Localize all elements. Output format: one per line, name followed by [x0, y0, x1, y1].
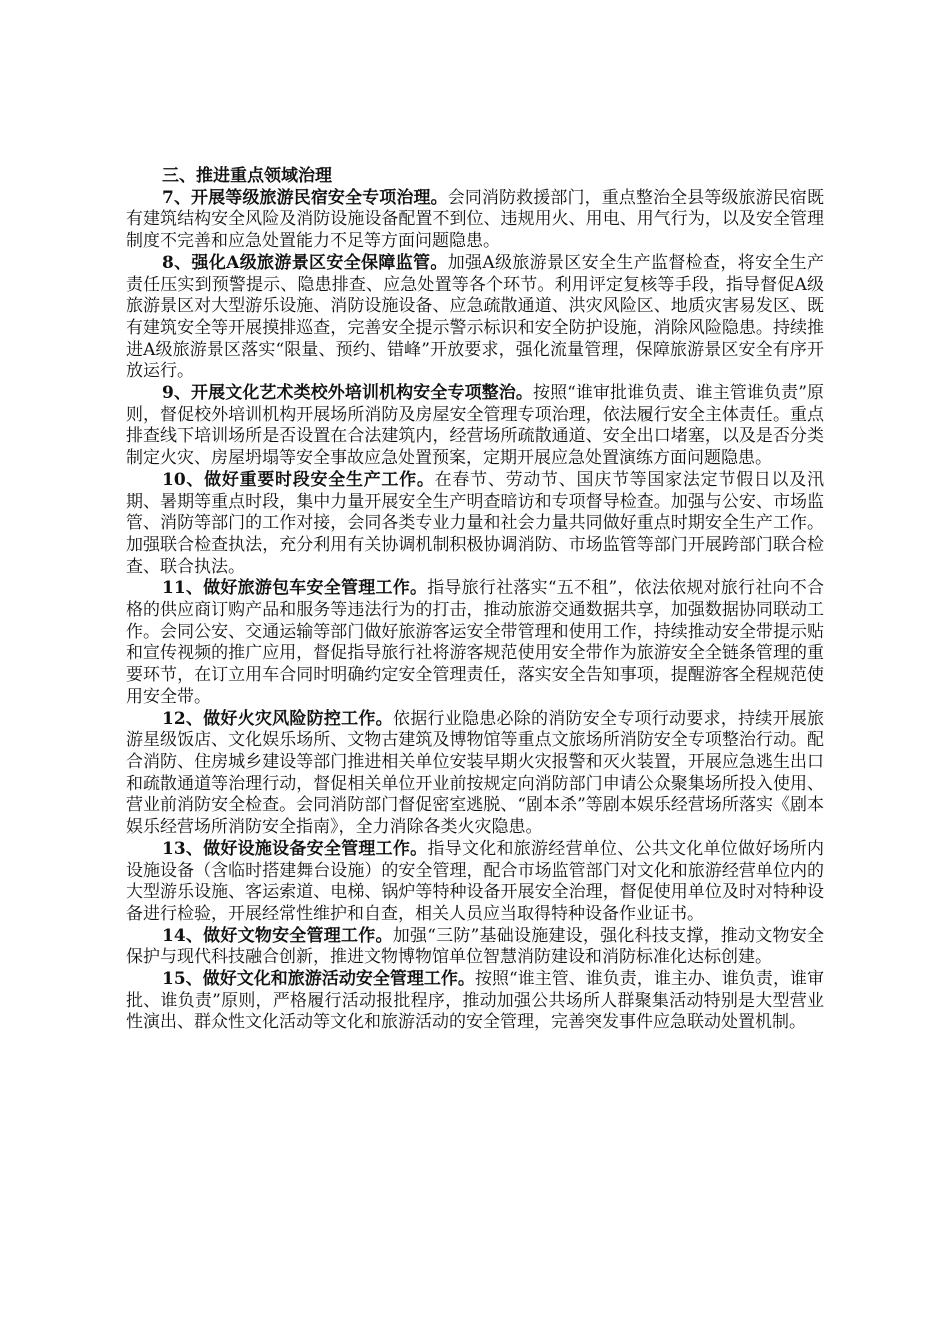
- paragraph-lead: 13、做好设施设备安全管理工作。: [162, 838, 428, 859]
- paragraph-item-13: [126, 839, 824, 926]
- paragraph-lead: 10、做好重要时段安全生产工作。: [162, 469, 435, 490]
- paragraph-body: 在春节、劳动节、国庆节等国家法定节假日以及汛期、暑期等重点时段，集中力量开展安全生产明查暗访和专项督导检查。加强与公安、市场监管、消防等部门的工作对接，会同各类专业力量和社会力量共同做好重点时期安全生产工作。加强联合检查执法，充分利用有关协调机制积极协调消防、市场监管等部门开展跨部门联合检查、联合执法。: [126, 469, 824, 577]
- paragraph-lead: 15、做好文化和旅游活动安全管理工作。: [162, 969, 475, 990]
- paragraph-item-12: [126, 709, 824, 839]
- paragraph-item-10: [126, 470, 824, 579]
- paragraph-item-11: [126, 578, 824, 708]
- paragraph-body: 会同消防救援部门，重点整治全县等级旅游民宿既有建筑结构安全风险及消防设施设备配置不到位、违规用火、用电、用气行为，以及安全管理制度不完善和应急处置能力不足等方面问题隐患。: [126, 187, 825, 252]
- paragraph-body: 加强A级旅游景区安全生产监督检查，将安全生产责任压实到预警提示、隐患排查、应急处置等各个环节。利用评定复核等手段，指导督促A级旅游景区对大型游乐设施、消防设施设备、应急疏散通道、洪灾风险区、地质灾害易发区、既有建筑安全等开展摸排巡查，完善安全提示警示标识和安全防护设施，消除风险隐患。持续推进A级旅游景区落实“限量、预约、错峰”开放要求，强化流量管理，保障旅游景区安全有序开放运行。: [126, 252, 824, 382]
- document-body: [126, 166, 824, 1034]
- paragraph-lead: 7、开展等级旅游民宿安全专项治理。: [162, 187, 448, 208]
- paragraph-item-15: [126, 969, 824, 1034]
- paragraph-lead: 8、强化A级旅游景区安全保障监管。: [162, 252, 448, 273]
- paragraph-lead: 11、做好旅游包车安全管理工作。: [162, 578, 428, 599]
- paragraph-lead: 12、做好火灾风险防控工作。: [162, 708, 393, 729]
- paragraph-item-8: [126, 253, 824, 383]
- paragraph-body: 按照“谁审批谁负责、谁主管谁负责”原则，督促校外培训机构开展场所消防及房屋安全管理专项治理，依法履行安全主体责任。重点排查线下培训场所是否设置在合法建筑内，经营场所疏散通道、安全出口堵塞，以及是否分类制定火灾、房屋坍塌等安全事故应急处置预案，定期开展应急处置演练方面问题隐患。: [126, 383, 824, 469]
- paragraph-item-7: [126, 188, 824, 253]
- paragraph-item-9: [126, 383, 824, 470]
- paragraph-lead: 9、开展文化艺术类校外培训机构安全专项整治。: [162, 383, 533, 404]
- section-heading: 三、推进重点领域治理: [162, 166, 332, 186]
- paragraph-body: 加强“三防”基础设施建设，强化科技支撑，推动文物安全保护与现代科技融合创新，推进文物博物馆单位智慧消防建设和消防标准化达标创建。: [126, 925, 824, 968]
- paragraph-item-14: [126, 926, 824, 969]
- paragraph-body: 指导文化和旅游经营单位、公共文化单位做好场所内设施设备（含临时搭建舞台设施）的安全管理，配合市场监管部门对文化和旅游经营单位内的大型游乐设施、客运索道、电梯、锅炉等特种设备开展安全治理，督促使用单位及时对特种设备进行检验，开展经常性维护和自查，相关人员应当取得特种设备作业证书。: [126, 838, 824, 924]
- paragraph-lead: 14、做好文物安全管理工作。: [162, 925, 393, 946]
- paragraph-body: 依据行业隐患必除的消防安全专项行动要求，持续开展旅游星级饭店、文化娱乐场所、文物古建筑及博物馆等重点文旅场所消防安全专项整治行动。配合消防、住房城乡建设等部门推进相关单位安装早期火灾报警和灭火装置，开展应急逃生出口和疏散通道等治理行动，督促相关单位开业前按规定向消防部门申请公众聚集场所投入使用、营业前消防安全检查。会同消防部门督促密室逃脱、“剧本杀”等剧本娱乐经营场所落实《剧本娱乐经营场所消防安全指南》，全力消除各类火灾隐患。: [126, 708, 824, 838]
- paragraph-body: 按照“谁主管、谁负责，谁主办、谁负责，谁审批、谁负责”原则，严格履行活动报批程序，推动加强公共场所人群聚集活动特别是大型营业性演出、群众性文化活动等文化和旅游活动的安全管理，完善突发事件应急联动处置机制。: [126, 969, 824, 1033]
- paragraph-body: 指导旅行社落实“五不租”，依法依规对旅行社向不合格的供应商订购产品和服务等违法行为的打击，推动旅游交通数据共享，加强数据协同联动工作。会同公安、交通运输等部门做好旅游客运安全带管理和使用工作，持续推动安全带提示贴和宣传视频的推广应用，督促指导旅行社将游客规范使用安全带作为旅游安全全链条管理的重要环节，在订立用车合同时明确约定安全管理责任，落实安全告知事项，提醒游客全程规范使用安全带。: [126, 578, 824, 707]
